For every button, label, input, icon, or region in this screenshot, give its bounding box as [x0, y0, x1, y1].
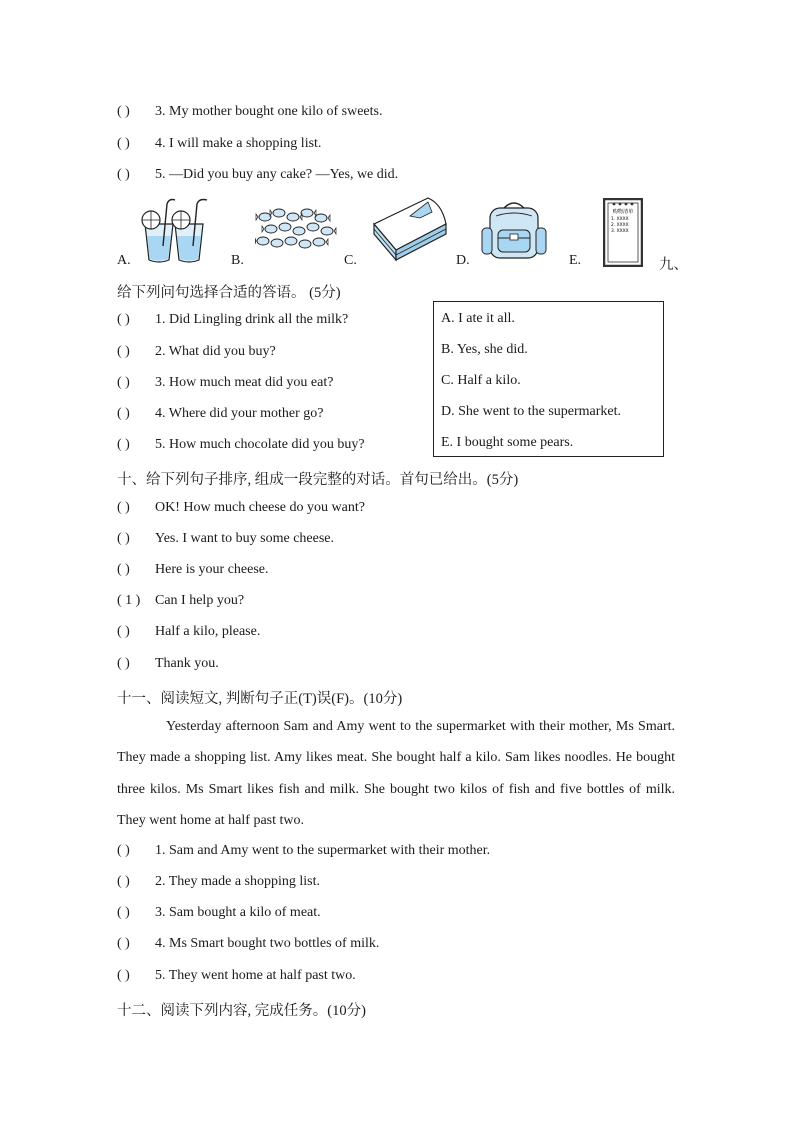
section-heading: 给下列问句选择合适的答语。 (5分) — [117, 285, 341, 301]
order-paren: ( 1 ) — [117, 593, 141, 608]
question-text: 3. Sam bought a kilo of meat. — [155, 905, 321, 920]
question-line — [117, 874, 320, 890]
dialogue-line — [117, 500, 365, 516]
dialogue-text: Can I help you? — [155, 593, 245, 608]
dialogue-text: Half a kilo, please. — [155, 624, 261, 639]
section-heading: 十一、阅读短文, 判断句子正(T)误(F)。(10分) — [117, 691, 403, 707]
order-paren[interactable]: ( ) — [117, 624, 130, 639]
question-line — [117, 936, 379, 952]
answer-option: B. Yes, she did. — [441, 342, 528, 357]
answer-paren[interactable]: ( ) — [117, 344, 130, 359]
section-number: 九、 — [659, 257, 688, 273]
question-line — [117, 406, 323, 422]
question-line — [117, 843, 490, 859]
shopping-list-icon — [603, 198, 643, 267]
question-text: 2. What did you buy? — [155, 344, 276, 359]
question-text: 1. Sam and Amy went to the supermarket with their mother. — [155, 843, 491, 858]
answer-paren[interactable]: ( ) — [117, 936, 130, 951]
sweets-icon — [255, 205, 337, 255]
answer-paren[interactable]: ( ) — [117, 406, 130, 421]
dialogue-line — [117, 531, 334, 547]
dialogue-text: Here is your cheese. — [155, 562, 269, 577]
question-line — [117, 375, 333, 391]
cake-slice-icon — [370, 196, 450, 264]
picture-label-e: E. — [569, 253, 582, 268]
picture-label-c: C. — [344, 253, 357, 268]
answer-paren[interactable]: ( ) — [117, 968, 130, 983]
dialogue-text: Yes. I want to buy some cheese. — [155, 531, 334, 546]
list-line: 1. XXXX — [611, 217, 629, 222]
answer-paren[interactable]: ( ) — [117, 843, 130, 858]
question-text: 4. I will make a shopping list. — [155, 136, 322, 151]
passage-text: Yesterday afternoon Sam and Amy went to the supermarket with their mother, Ms Smart. They made a shopping list. Amy likes meat. She bought half a kilo. Sam likes noodles. He bought three kilos. Ms Smart likes fish and milk. She bought two kilos of fish and five bottles of milk. They went home at half past two. — [117, 719, 675, 828]
question-line — [117, 136, 321, 152]
answer-option: A. I ate it all. — [441, 311, 515, 326]
question-text: 5. How much chocolate did you buy? — [155, 437, 365, 452]
question-text: 4. Where did your mother go? — [155, 406, 324, 421]
question-text: 3. My mother bought one kilo of sweets. — [155, 104, 383, 119]
answer-paren[interactable]: ( ) — [117, 375, 130, 390]
order-paren[interactable]: ( ) — [117, 562, 130, 577]
question-line — [117, 437, 365, 453]
dialogue-line — [117, 624, 260, 640]
question-line — [117, 344, 276, 360]
dialogue-line — [117, 562, 269, 578]
backpack-icon — [478, 200, 550, 264]
section-heading: 十二、阅读下列内容, 完成任务。(10分) — [117, 1003, 366, 1019]
answer-option: D. She went to the supermarket. — [441, 404, 622, 419]
dialogue-text: OK! How much cheese do you want? — [155, 500, 365, 515]
answer-paren[interactable]: ( ) — [117, 905, 130, 920]
order-paren[interactable]: ( ) — [117, 500, 130, 515]
question-text: 5. —Did you buy any cake? —Yes, we did. — [155, 167, 399, 182]
answer-paren[interactable]: ( ) — [117, 104, 130, 119]
answer-paren[interactable]: ( ) — [117, 437, 130, 452]
question-text: 3. How much meat did you eat? — [155, 375, 334, 390]
dialogue-line — [117, 656, 219, 672]
answer-paren[interactable]: ( ) — [117, 874, 130, 889]
question-line — [117, 312, 348, 328]
picture-label-d: D. — [456, 253, 470, 268]
answer-option: C. Half a kilo. — [441, 373, 521, 388]
juice-glasses-icon — [137, 196, 217, 266]
list-title: 购物清单 — [612, 209, 634, 215]
order-paren[interactable]: ( ) — [117, 531, 130, 546]
question-line — [117, 167, 398, 183]
reading-passage — [117, 711, 675, 836]
question-line — [117, 968, 356, 984]
picture-label-a: A. — [117, 253, 131, 268]
list-line: 2. XXXX — [611, 223, 629, 228]
answer-options-box — [433, 301, 664, 457]
answer-paren[interactable]: ( ) — [117, 312, 130, 327]
order-paren[interactable]: ( ) — [117, 656, 130, 671]
question-text: 2. They made a shopping list. — [155, 874, 320, 889]
answer-paren[interactable]: ( ) — [117, 167, 130, 182]
dialogue-line — [117, 593, 244, 609]
dialogue-text: Thank you. — [155, 656, 219, 671]
picture-label-b: B. — [231, 253, 244, 268]
question-text: 5. They went home at half past two. — [155, 968, 356, 983]
question-line — [117, 905, 321, 921]
question-text: 4. Ms Smart bought two bottles of milk. — [155, 936, 380, 951]
answer-option: E. I bought some pears. — [441, 435, 574, 450]
question-line — [117, 104, 382, 120]
question-text: 1. Did Lingling drink all the milk? — [155, 312, 349, 327]
list-line: 3. XXXX — [611, 229, 629, 234]
answer-paren[interactable]: ( ) — [117, 136, 130, 151]
section-heading: 十、给下列句子排序, 组成一段完整的对话。首句已给出。(5分) — [117, 472, 519, 488]
